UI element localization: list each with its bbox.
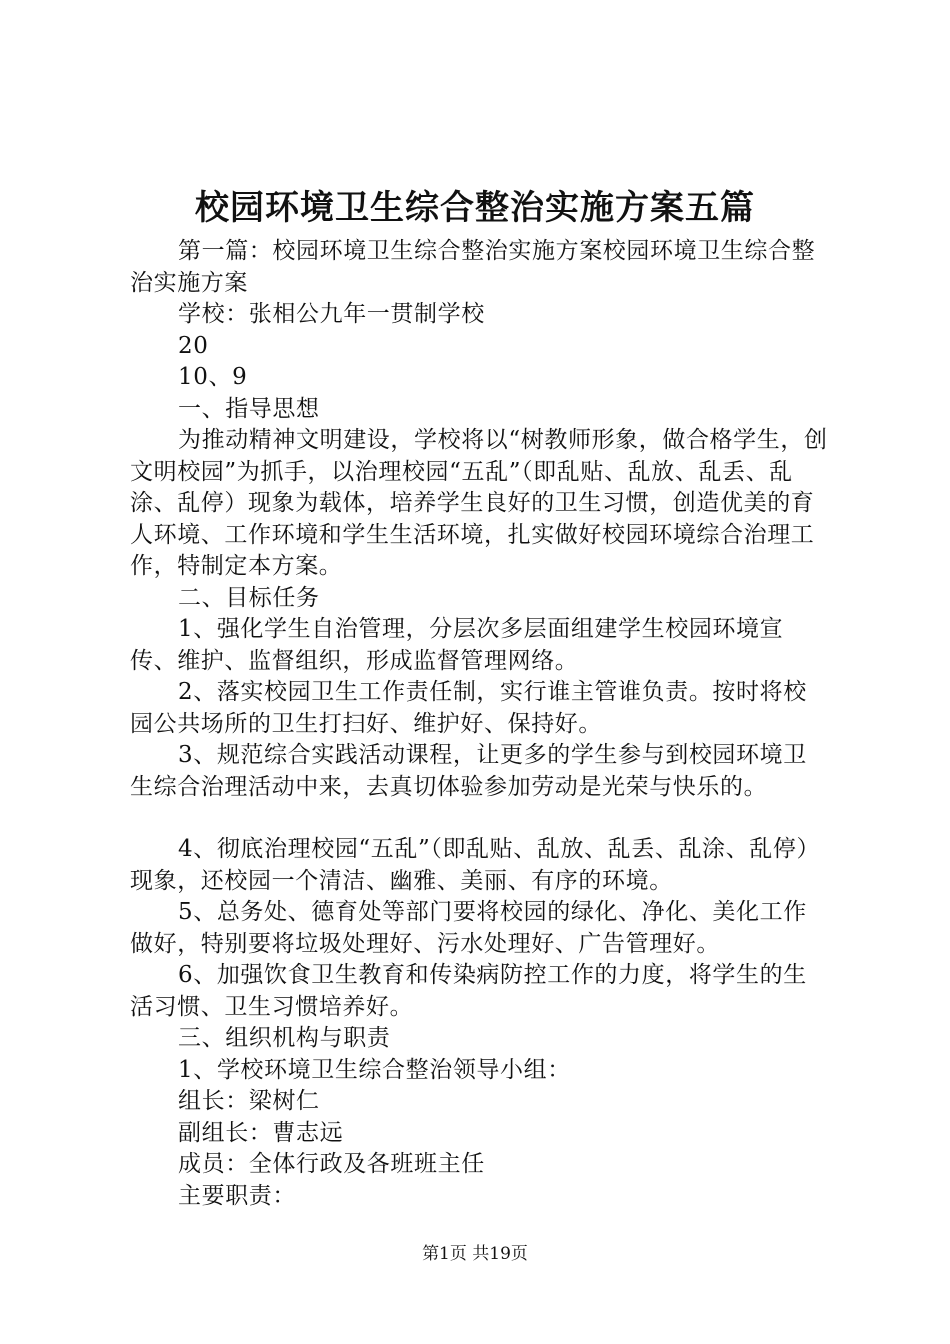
paragraph-year: 20 — [178, 332, 209, 359]
document-body — [130, 236, 830, 1212]
section-heading-organization: 三、组织机构与职责 — [178, 1025, 391, 1051]
paragraph-goal-5: 5、总务处、德育处等部门要将校园的绿化、净化、美化工作做好，特别要将垃圾处理好、污水处理好、广告管理好。 — [130, 899, 807, 957]
paragraph-group-leader: 组长：梁树仁 — [178, 1088, 320, 1114]
section-heading-goals: 二、目标任务 — [178, 584, 320, 611]
paragraph-guiding-thought: 为推动精神文明建设，学校将以“树教师形象，做合格学生，创文明校园”为抓手，以治理校园“五乱”（即乱贴、乱放、乱丢、乱涂、乱停）现象为载体，培养学生良好的卫生习惯，创造优美的育人环境、工作环境和学生生活环境，扎实做好校园环境综合治理工作，特制定本方案。 — [130, 427, 828, 579]
paragraph-goal-6: 6、加强饮食卫生教育和传染病防控工作的力度，将学生的生活习惯、卫生习惯培养好。 — [130, 962, 807, 1020]
page-number-footer: 第1页 共19页 — [422, 1244, 528, 1264]
paragraph-school: 学校：张相公九年一贯制学校 — [178, 301, 485, 327]
paragraph-goal-2: 2、落实校园卫生工作责任制，实行谁主管谁负责。按时将校园公共场所的卫生打扫好、维护好、保持好。 — [130, 679, 807, 737]
paragraph-chapter-heading: 第一篇：校园环境卫生综合整治实施方案校园环境卫生综合整治实施方案 — [130, 238, 816, 296]
document-title: 校园环境卫生综合整治实施方案五篇 — [195, 188, 755, 228]
paragraph-leadership-group: 1、学校环境卫生综合整治领导小组： — [178, 1056, 571, 1083]
paragraph-goal-3: 3、规范综合实践活动课程，让更多的学生参与到校园环境卫生综合治理活动中来，去真切体验参加劳动是光荣与快乐的。 — [130, 742, 807, 800]
paragraph-goal-4: 4、彻底治理校园“五乱”（即乱贴、乱放、乱丢、乱涂、乱停）现象，还校园一个清洁、幽雅、美丽、有序的环境。 — [130, 836, 821, 894]
paragraph-date: 10、9 — [178, 364, 248, 390]
section-heading-guiding-thought: 一、指导思想 — [178, 395, 320, 422]
paragraph-members: 成员：全体行政及各班班主任 — [178, 1151, 485, 1177]
paragraph-deputy-leader: 副组长：曹志远 — [178, 1119, 344, 1146]
paragraph-goal-1: 1、强化学生自治管理，分层次多层面组建学生校园环境宣传、维护、监督组织，形成监督管理网络。 — [130, 616, 784, 674]
paragraph-main-duties: 主要职责： — [178, 1182, 296, 1209]
